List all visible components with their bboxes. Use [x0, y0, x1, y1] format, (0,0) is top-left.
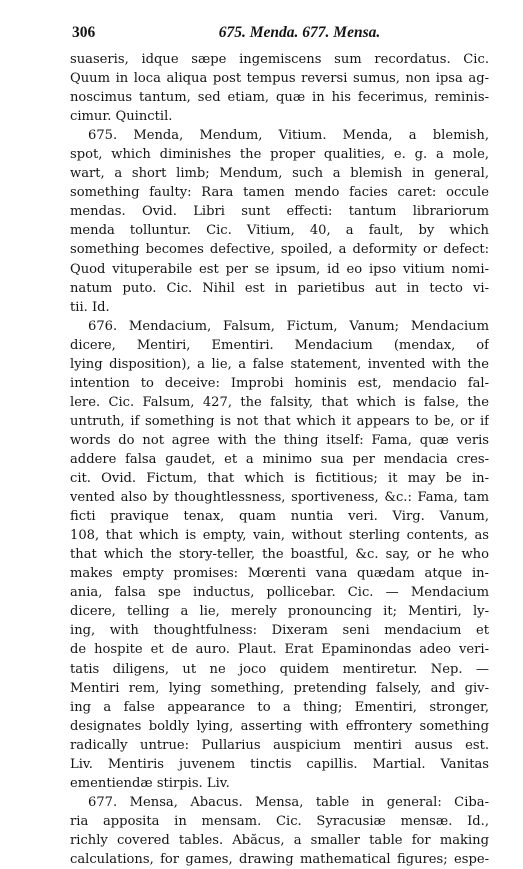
text-line: makes empty promises: Mœrenti vana quædam atque in-	[70, 566, 489, 582]
text-line: ing, with thoughtfulness: Dixeram seni mendacium et	[70, 623, 489, 639]
body-text	[70, 50, 489, 869]
text-line: suaseris, idque sæpe ingemiscens sum recordatus. Cic.	[70, 52, 489, 67]
text-line: something becomes defective, spoiled, a deformity or defect:	[70, 242, 489, 258]
text-line: spot, which diminishes the proper qualities, e. g. a mole,	[70, 147, 489, 163]
text-line: ementiendæ stirpis. Liv.	[70, 775, 230, 791]
text-line: intention to deceive: Improbi hominis est, mendacio fal-	[70, 375, 489, 391]
text-line: radically untrue: Pullarius auspicium mentiri ausus est.	[70, 737, 489, 753]
text-line: ria apposita in mensam. Cic. Syracusiæ mensæ. Id.,	[70, 813, 489, 829]
running-head: 675. Menda. 677. Mensa.	[218, 24, 381, 41]
text-line: ficti pravique tenax, quam nuntia veri. Virg. Vanum,	[70, 509, 489, 525]
text-line: 676. Mendacium, Falsum, Fictum, Vanum; Mendacium	[88, 318, 489, 334]
text-line: addere falsa gaudet, et a minimo sua per mendacia cres-	[70, 451, 489, 467]
text-line: Quod vituperabile est per se ipsum, id eo ipso vitium nomi-	[70, 261, 489, 277]
page-header	[70, 24, 489, 46]
text-line: 108, that which is empty, vain, without sterling contents, as	[70, 528, 489, 544]
text-line: Mentiri rem, lying something, pretending falsely, and giv-	[70, 680, 489, 696]
text-line: Liv. Mentiris juvenem tinctis capillis. Martial. Vanitas	[70, 756, 489, 772]
text-line: cimur. Quinctil.	[70, 109, 173, 125]
text-line: dicere, telling a lie, merely pronouncing it; Mentiri, ly-	[70, 604, 489, 620]
text-line: untruth, if something is not that which it appears to be, or if	[70, 413, 489, 429]
text-line: vented also by thoughtlessness, sportiveness, &c.: Fama, tam	[70, 490, 489, 506]
text-line: dicere, Mentiri, Ementiri. Mendacium (mendax, of	[70, 337, 489, 353]
text-line: natum puto. Cic. Nihil est in parietibus aut in tecto vi-	[70, 280, 489, 296]
text-line: Quum in loca aliqua post tempus reversi sumus, non ipsa ag-	[70, 71, 489, 87]
text-line: lying disposition), a lie, a false statement, invented with the	[70, 356, 489, 372]
text-line: designates boldly lying, asserting with effrontery something	[70, 718, 489, 734]
text-line: ania, falsa spe inductus, pollicebar. Cic. — Mendacium	[70, 585, 489, 601]
text-line: something faulty: Rara tamen mendo facies caret: occule	[70, 185, 489, 201]
page-number: 306	[72, 24, 96, 41]
text-line: words do not agree with the thing itself: Fama, quæ veris	[70, 432, 489, 448]
text-line: 677. Mensa, Abacus. Mensa, table in general: Ciba-	[88, 794, 489, 810]
text-line: tii. Id.	[70, 299, 110, 315]
text-line: menda tolluntur. Cic. Vitium, 40, a fault, by which	[70, 223, 489, 239]
text-line: wart, a short limb; Mendum, such a blemish in general,	[70, 166, 489, 182]
text-line: 675. Menda, Mendum, Vitium. Menda, a blemish,	[88, 128, 489, 144]
text-line: mendas. Ovid. Libri sunt effecti: tantum librariorum	[70, 204, 489, 220]
text-line: that which the story-teller, the boastful, &c. say, or he who	[70, 547, 489, 563]
text-line: ing a false appearance to a thing; Ementiri, stronger,	[70, 699, 489, 715]
text-line: lere. Cic. Falsum, 427, the falsity, that which is false, the	[70, 394, 489, 410]
text-line: tatis diligens, ut ne joco quidem mentiretur. Nep. —	[70, 661, 489, 677]
text-line: de hospite et de auro. Plaut. Erat Epaminondas adeo veri-	[70, 642, 489, 658]
text-line: noscimus tantum, sed etiam, quæ in his fecerimus, reminis-	[70, 90, 489, 106]
text-line: cit. Ovid. Fictum, that which is fictitious; it may be in-	[70, 471, 489, 487]
text-line: richly covered tables. Abăcus, a smaller table for making	[70, 832, 489, 848]
text-line: calculations, for games, drawing mathematical figures; espe-	[70, 851, 489, 867]
